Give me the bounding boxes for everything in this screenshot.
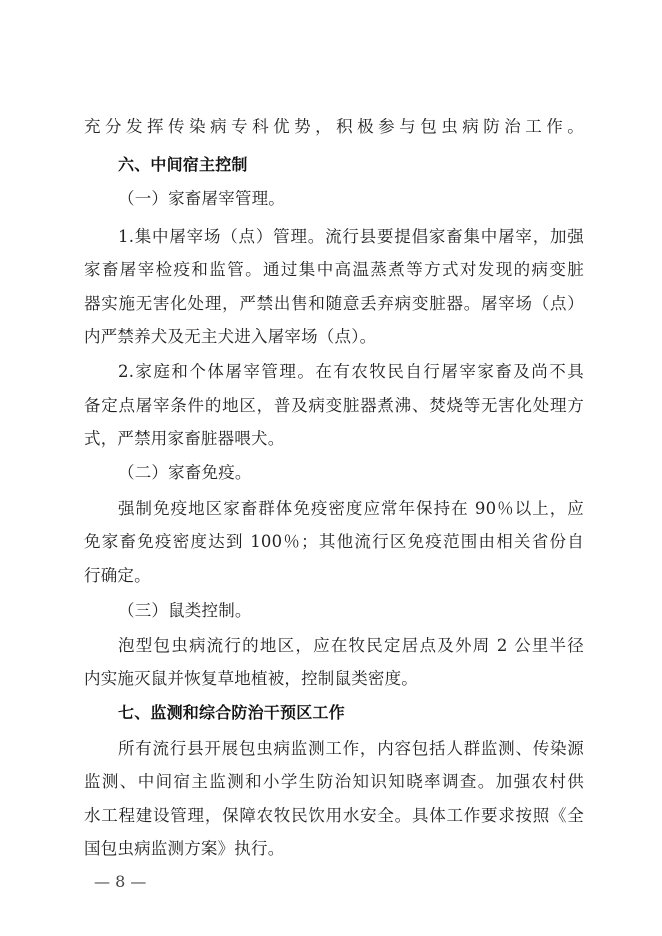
section-heading-monitoring: 七、监测和综合防治干预区工作 <box>118 703 345 722</box>
paragraph-line: 泡型包虫病流行的地区，应在牧民定居点及外周 2 公里半径 <box>118 636 584 655</box>
subsection-heading-slaughter-management: （一）家畜屠宰管理。 <box>118 189 285 208</box>
paragraph-line: 2.家庭和个体屠宰管理。在有农牧民自行屠宰家畜及尚不具 <box>118 362 584 381</box>
paragraph-line: 行确定。 <box>84 566 151 585</box>
page-number: — 8 — <box>94 872 147 891</box>
paragraph-line: 强制免疫地区家畜群体免疫密度应常年保持在 90％以上，应 <box>118 499 584 518</box>
section-heading-intermediate-host-control: 六、中间宿主控制 <box>118 155 248 174</box>
paragraph-line: 内实施灭鼠并恢复草地植被，控制鼠类密度。 <box>84 669 418 688</box>
paragraph-line: 式，严禁用家畜脏器喂犬。 <box>84 429 285 448</box>
paragraph-line: 器实施无害化处理，严禁出售和随意丢弃病变脏器。屠宰场（点） <box>84 294 584 313</box>
subsection-heading-rodent-control: （三）鼠类控制。 <box>118 601 252 620</box>
subsection-heading-livestock-immunization: （二）家畜免疫。 <box>118 463 252 482</box>
paragraph-line: 所有流行县开展包虫病监测工作，内容包括人群监测、传染源 <box>118 739 584 758</box>
paragraph-line: 免家畜免疫密度达到 100％；其他流行区免疫范围由相关省份自 <box>84 532 584 551</box>
paragraph-line: 1.集中屠宰场（点）管理。流行县要提倡家畜集中屠宰，加强 <box>118 227 584 246</box>
paragraph-line: 监测、中间宿主监测和小学生防治知识知晓率调查。加强农村供 <box>84 772 584 791</box>
paragraph-line: 水工程建设管理，保障农牧民饮用水安全。具体工作要求按照《全 <box>84 806 584 825</box>
paragraph-line: 内严禁养犬及无主犬进入屠宰场（点）。 <box>84 327 377 346</box>
paragraph-line: 国包虫病监测方案》执行。 <box>84 839 285 858</box>
paragraph-line: 家畜屠宰检疫和监管。通过集中高温蒸煮等方式对发现的病变脏 <box>84 260 584 279</box>
paragraph-line: 充分发挥传染病专科优势，积极参与包虫病防治工作。 <box>84 117 584 136</box>
paragraph-line: 备定点屠宰条件的地区，普及病变脏器煮沸、焚烧等无害化处理方 <box>84 396 584 415</box>
